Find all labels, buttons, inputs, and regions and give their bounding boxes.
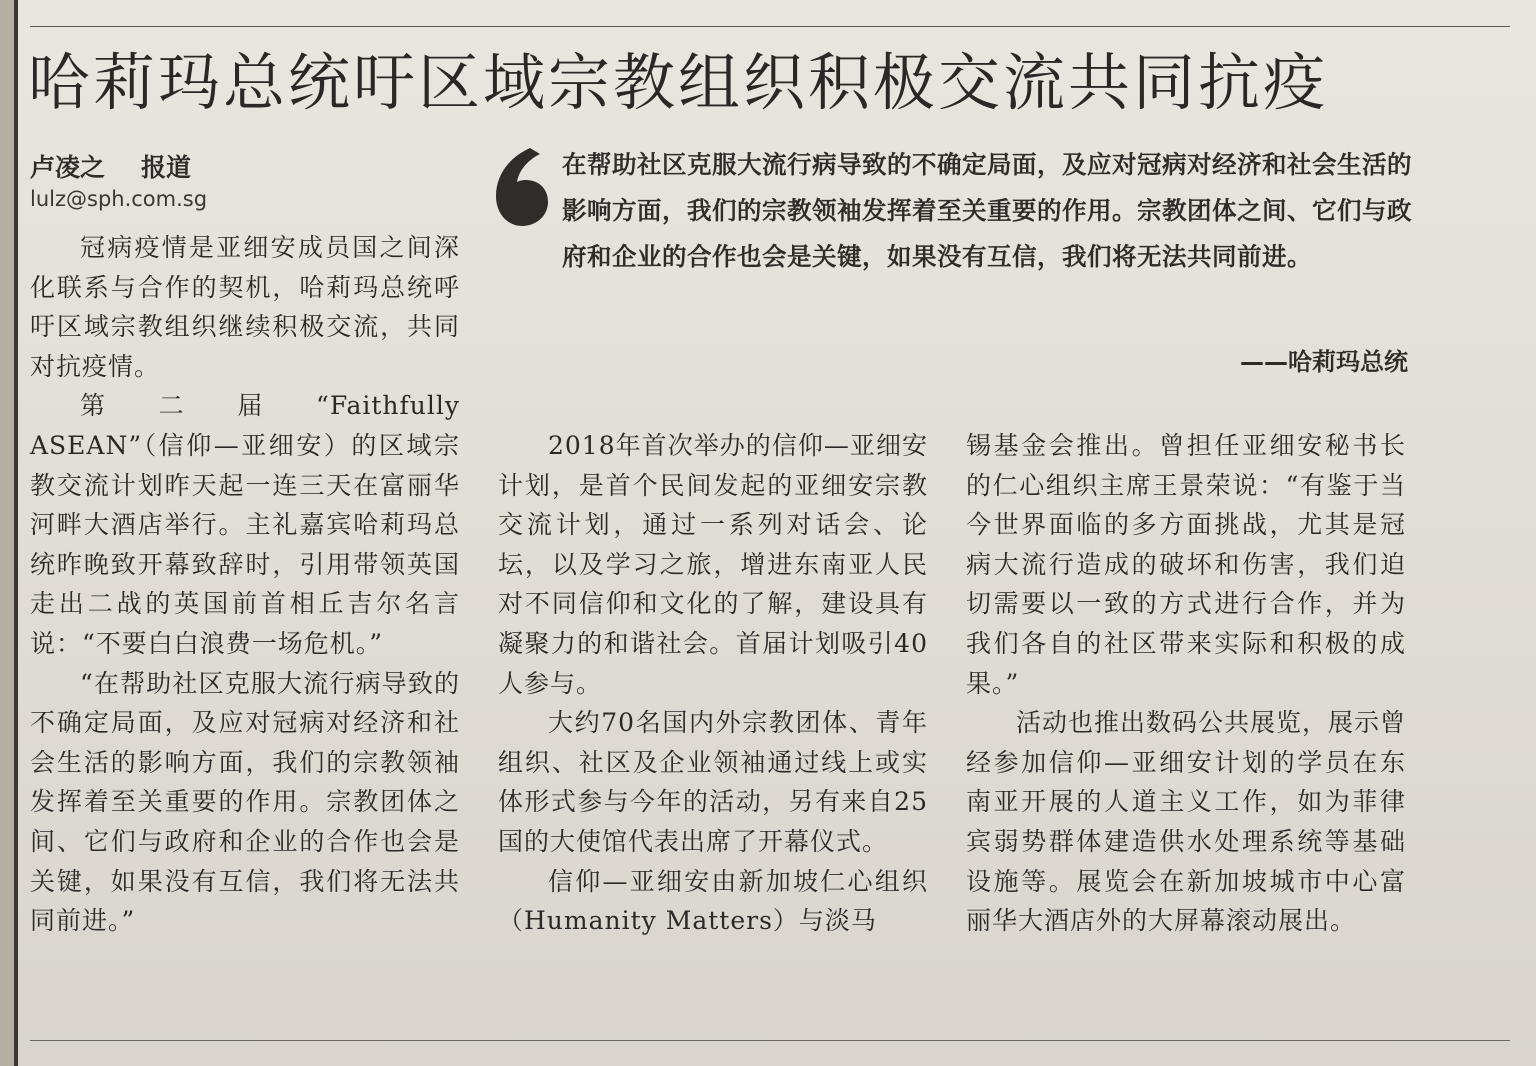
paragraph: “在帮助社区克服大流行病导致的不确定局面，及应对冠病对经济和社会生活的影响方面，我们的宗教领袖发挥着至关重要的作用。宗教团体之间、它们与政府和企业的合作也会是关键，如果没有互信，我们将无法共同前进。” [30, 668, 460, 936]
top-divider [30, 26, 1510, 27]
byline-author: 卢凌之 [30, 153, 106, 182]
page-margin-strip [0, 0, 14, 1066]
paragraph: 活动也推出数码公共展览，展示曾经参加信仰—亚细安计划的学员在东南亚开展的人道主义工作，如为菲律宾弱势群体建造供水处理系统等基础设施等。展览会在新加坡城市中心富丽华大酒店外的大屏幕滚动展出。 [966, 708, 1407, 936]
pull-quote: 在帮助社区克服大流行病导致的不确定局面，及应对冠病对经济和社会生活的影响方面，我们的宗教领袖发挥着至关重要的作用。宗教团体之间、它们与政府和企业的合作也会是关键，如果没有互信，我们将无法共同前进。 [562, 150, 1412, 271]
author-email: lulz@sph.com.sg [30, 187, 208, 211]
paragraph: 大约70名国内外宗教团体、青年组织、社区及企业领袖通过线上或实体形式参与今年的活动，另有来自25国的大使馆代表出席了开幕仪式。 [498, 708, 928, 856]
article-column-3 [966, 426, 1406, 941]
paragraph: 第二届“Faithfully ASEAN”（信仰—亚细安）的区域宗教交流计划昨天起一连三天在富丽华河畔大酒店举行。主礼嘉宾哈莉玛总统昨晚致开幕致辞时，引用带领英国走出二战的英国前首相丘吉尔名言说：“不要白白浪费一场危机。” [30, 391, 460, 658]
paragraph: 2018年首次举办的信仰—亚细安计划，是首个民间发起的亚细安宗教交流计划，通过一系列对话会、论坛，以及学习之旅，增进东南亚人民对不同信仰和文化的了解，建设具有凝聚力的和谐社会。首届计划吸引40人参与。 [498, 431, 928, 698]
pull-quote-attribution: ——哈莉玛总统 [1240, 348, 1408, 376]
byline [30, 148, 191, 184]
paragraph: 锡基金会推出。曾担任亚细安秘书长的仁心组织主席王景荣说：“有鉴于当今世界面临的多方面挑战，尤其是冠病大流行造成的破坏和伤害，我们迫切需要以一致的方式进行合作，并为我们各自的社区带来实际和积极的成果。” [966, 431, 1406, 698]
article-column-1 [30, 228, 460, 941]
left-column-rule [14, 0, 18, 1066]
headline: 哈莉玛总统吁区域宗教组织积极交流共同抗疫 [28, 46, 1329, 119]
byline-label: 报道 [141, 153, 192, 182]
paragraph: 信仰—亚细安由新加坡仁心组织（Humanity Matters）与淡马 [498, 866, 928, 936]
paragraph: 冠病疫情是亚细安成员国之间深化联系与合作的契机，哈莉玛总统呼吁区域宗教组织继续积极交流，共同对抗疫情。 [30, 233, 460, 381]
opening-quote-mark-icon [492, 146, 552, 230]
article-column-2 [498, 426, 928, 941]
bottom-divider [30, 1040, 1510, 1041]
